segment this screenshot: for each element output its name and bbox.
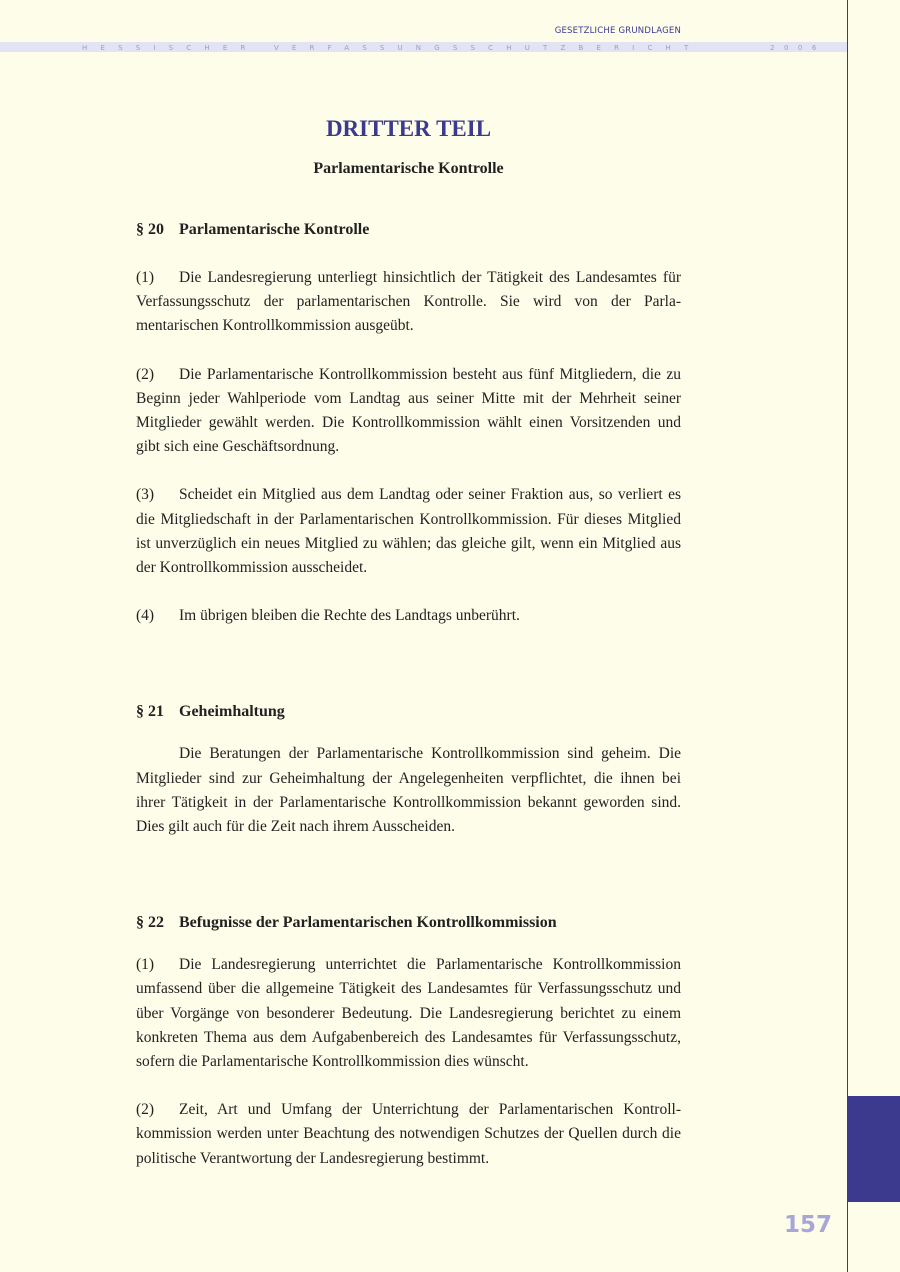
part-subtitle: Parlamentarische Kontrolle: [313, 160, 504, 177]
paragraph: [136, 1098, 681, 1171]
paragraph: [136, 953, 681, 1074]
section-21-heading: [136, 700, 681, 724]
section-title: Geheimhaltung: [179, 703, 285, 721]
paragraph-number: (4): [136, 607, 155, 625]
section-label: GESETZLICHE GRUNDLAGEN: [554, 26, 681, 36]
running-title: HESSISCHER VERFASSUNGSSCHUTZBERICHT: [82, 44, 702, 52]
section-number: § 22: [136, 914, 164, 932]
section-22-heading: [136, 911, 681, 935]
margin-rule: [847, 0, 848, 1272]
section-20-heading: [136, 218, 681, 242]
paragraph-number: (3): [136, 486, 155, 504]
section-title: Parlamentarische Kontrolle: [179, 221, 370, 238]
paragraph-text: Zeit, Art und Umfang der Unterrichtung der Parlamentarischen Kontrollkommission werden unter Beachtung des notwendigen Schutzes der Quellen durch die politische Verantwortung der Landesregierung bestimmt.: [136, 1101, 681, 1167]
paragraph-text: Die Parlamentarische Kontrollkommission besteht aus fünf Mitgliedern, die zu Beginn jeder Wahlperiode vom Landtag aus seiner Mitte mit der Mehrheit seiner Mitglieder gewählt werden. Die Kontrollkommission wählt einen Vorsitzenden und gibt sich eine Geschäftsordnung.: [136, 365, 681, 456]
paragraph-text: Die Landesregierung unterliegt hinsichtlich der Tätigkeit des Landesamtes für Verfassungsschutz der parlamentarischen Kontrolle. Sie wird von der Parlamentarischen Kontrollkommission ausgeübt.: [136, 269, 681, 335]
section-number: § 20: [136, 221, 164, 238]
paragraph-text: Im übrigen bleiben die Rechte des Landtags unberührt.: [179, 607, 520, 625]
paragraph-number: (1): [136, 956, 155, 974]
paragraph-text: Scheidet ein Mitglied aus dem Landtag oder seiner Fraktion aus, so verliert es die Mitgliedschaft in der Parlamentarischen Kontrollkommission. Für dieses Mitglied ist unverzüglich ein neues Mitglied zu wählen; das gleiche gilt, wenn ein Mitglied aus der Kontrollkommission ausscheidet.: [136, 486, 681, 577]
paragraph-number: (1): [136, 269, 155, 286]
section-title: Befugnisse der Parlamentarischen Kontrollkommission: [179, 914, 557, 932]
document-body: [136, 218, 681, 1171]
section-number: § 21: [136, 703, 164, 721]
paragraph: [136, 266, 681, 339]
part-title: DRITTER TEIL: [325, 116, 492, 141]
paragraph: [136, 483, 681, 580]
paragraph: [136, 604, 681, 628]
paragraph-number: (2): [136, 1101, 155, 1119]
chapter-tab: [848, 1096, 900, 1202]
paragraph-text: Die Landesregierung unterrichtet die Parlamentarische Kontrollkommission umfassend über die allgemeine Tätigkeit des Landesamtes für Verfassungsschutz und über Vorgänge von besonderer Bedeutung. Die Landesregierung berichtet zu einem konkreten Thema aus dem Aufgabenbereich des Landesamtes für Verfassungsschutz, sofern die Parlamentarische Kontrollkommission dies wünscht.: [136, 956, 681, 1071]
page-number: 157: [784, 1212, 833, 1238]
paragraph-text: Die Beratungen der Parlamentarische Kontrollkommission sind geheim. Die Mitglieder sind zur Geheimhaltung der Angelegenheiten verpflichtet, die ihnen bei ihrer Tätigkeit in der Parlamentarische Kontrollkommission bekannt geworden sind. Dies gilt auch für die Zeit nach ihrem Ausscheiden.: [136, 745, 681, 836]
paragraph: [136, 363, 681, 460]
report-year: 2006: [770, 44, 826, 52]
paragraph-number: (2): [136, 365, 155, 383]
